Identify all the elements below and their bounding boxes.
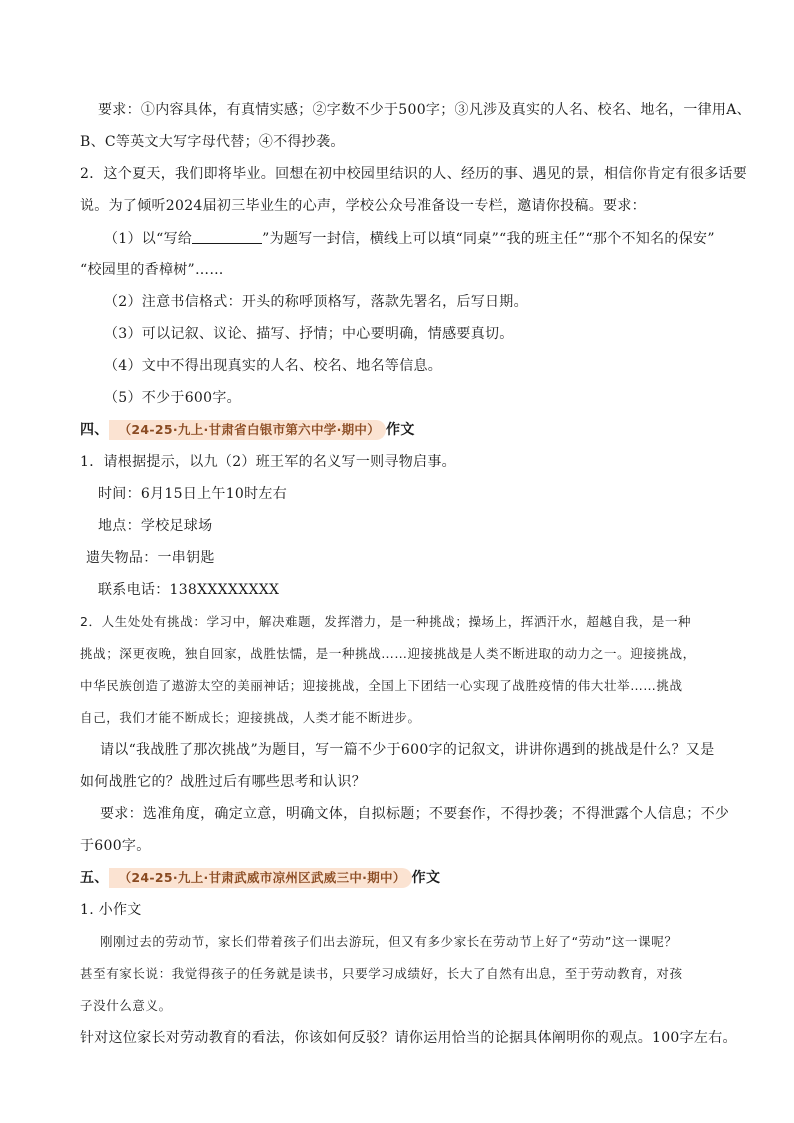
section-4-question-2-line-2: 挑战；深更夜晚，独自回家，战胜怯懦，是一种挑战……迎接挑战是人类不断进取的动力之一。迎接挑战， [80,646,696,661]
notice-phone: 联系电话：138XXXXXXXX [98,582,280,598]
essay-prompt-line-1: 请以“我战胜了那次挑战”为题目，写一篇不少于600字的记叙文，讲讲你遇到的挑战是什么？又是 [100,742,715,758]
fill-in-blank [192,228,262,244]
notice-time: 时间：6月15日上午10时左右 [98,486,288,502]
section-5-text-line-1: 刚刚过去的劳动节，家长们带着孩子们出去游玩，但又有多少家长在劳动节上好了“劳动”这一课呢？ [100,934,678,949]
section-5-number: 五、 [80,870,109,886]
section-4-question-2-line-3: 中华民族创造了遨游太空的美丽神话；迎接挑战，全国上下团结一心实现了战胜疫情的伟大壮举……挑战 [80,678,683,693]
question-2-line-2: 说。为了倾听2024届初三毕业生的心声，学校公众号准备设一专栏，邀请你投稿。要求： [80,198,646,214]
notice-place: 地点：学校足球场 [98,518,213,534]
section-4-question-2-line-1: 2．人生处处有挑战：学习中，解决难题，发挥潜力，是一种挑战；操场上，挥洒汗水，超越自我，是一种 [80,614,692,629]
requirement-1-prefix: （1）以“写给 [104,231,193,247]
question-2-requirement-2: （2）注意书信格式：开头的称呼顶格写，落款先署名，后写日期。 [104,294,528,310]
essay-requirement-line-1: 要求：选准角度，确定立意，明确文体，自拟标题；不要套作，不得抄袭；不得泄露个人信息；不少 [100,806,730,822]
section-5-text-line-2: 甚至有家长说：我觉得孩子的任务就是读书，只要学习成绩好，长大了自然有出息，至于劳动教育，对孩 [80,966,683,981]
section-4-question-2-line-4: 自己，我们才能不断成长；迎接挑战，人类才能不断进步。 [80,710,421,725]
section-5-source-tag: （24-25·九上·甘肃武威市凉州区武威三中·期中） [109,868,412,888]
requirement-1-suffix: ”为题写一封信，横线上可以填“同桌”“我的班主任”“那个不知名的保安” [262,231,715,247]
section-5-question-1: 1. 小作文 [80,902,142,918]
essay-requirements-line-2: B、C等英文大写字母代替；④不得抄袭。 [80,134,345,150]
notice-lost-item: 遗失物品：一串钥匙 [86,550,215,566]
essay-requirements-line-1: 要求：①内容具体，有真情实感；②字数不少于500字；③凡涉及真实的人名、校名、地名，一律用A、 [98,102,751,118]
essay-requirement-line-2: 于600字。 [80,838,151,854]
section-4-heading [0,420,794,440]
question-2-line-1: 2．这个夏天，我们即将毕业。回想在初中校园里结识的人、经历的事、遇见的景，相信你肯定有很多话要 [80,166,748,182]
section-5-text-line-3: 子没什么意义。 [80,998,172,1013]
section-5-prompt: 针对这位家长对劳动教育的看法，你该如何反驳？请你运用恰当的论据具体阐明你的观点。100字左右。 [80,1030,737,1046]
question-2-requirement-1-cont: “校园里的香樟树”…… [80,262,224,278]
section-5-heading [0,868,794,888]
question-2-requirement-3: （3）可以记叙、议论、描写、抒情；中心要明确，情感要真切。 [104,326,514,342]
section-4-question-1: 1．请根据提示，以九（2）班王军的名义写一则寻物启事。 [80,454,456,470]
essay-prompt-line-2: 如何战胜它的？战胜过后有哪些思考和认识？ [80,774,366,790]
section-4-title: 作文 [386,422,415,438]
section-4-number: 四、 [80,422,109,438]
question-2-requirement-1 [0,228,794,249]
question-2-requirement-4: （4）文中不得出现真实的人名、校名、地名等信息。 [104,358,443,374]
section-5-title: 作文 [411,870,441,886]
section-4-source-tag: （24-25·九上·甘肃省白银市第六中学·期中） [109,420,386,440]
question-2-requirement-5: （5）不少于600字。 [104,390,241,406]
